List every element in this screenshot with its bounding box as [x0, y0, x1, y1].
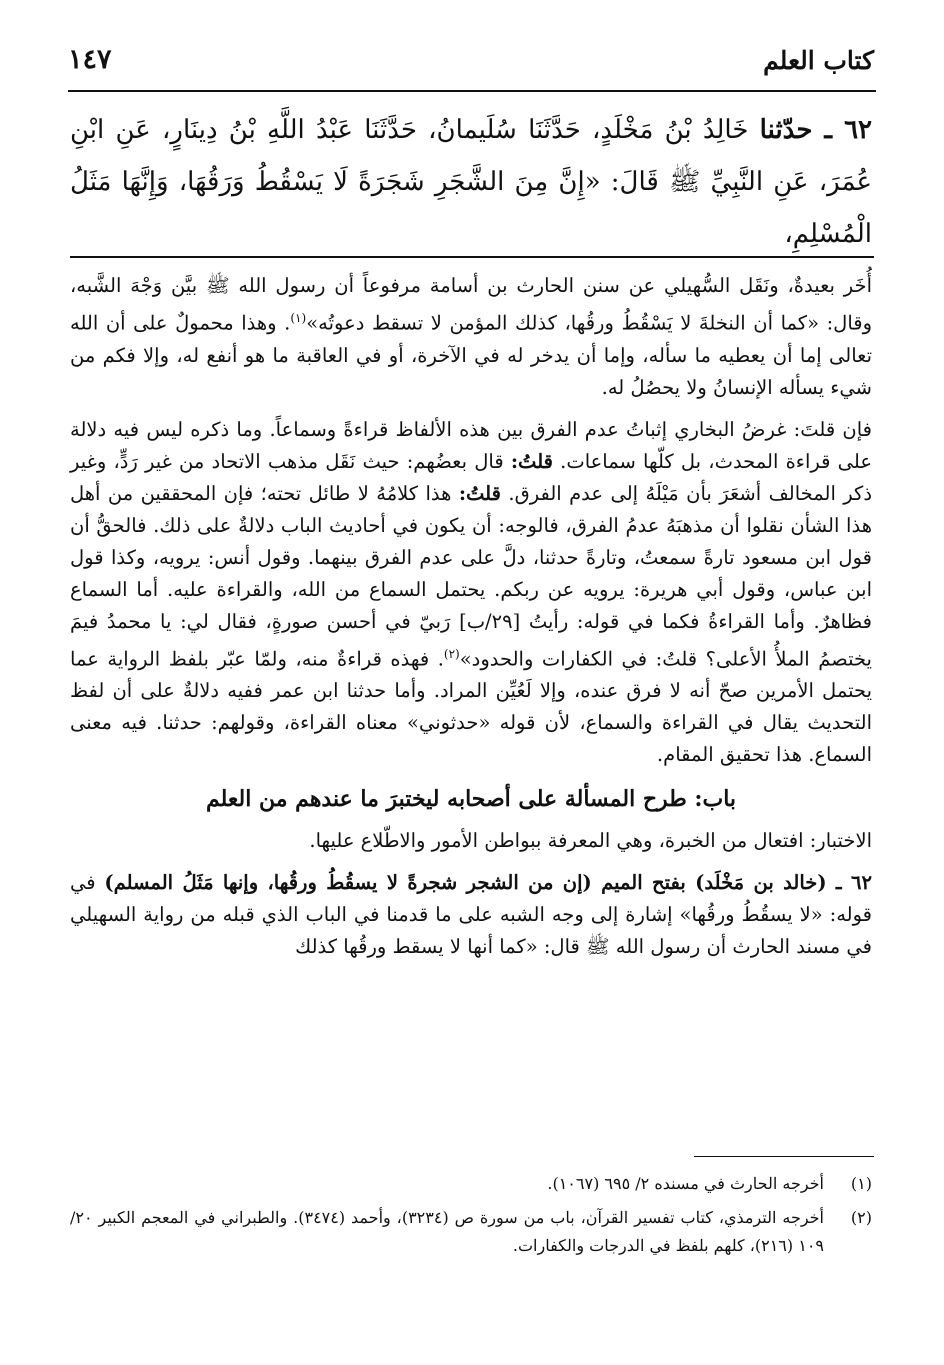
paragraph-text: . وهذا محمولٌ على أن الله تعالى إما أن يعطيه ما سأله، وإما أن يدخر له في الآخرة، أو في العاقبة ما هو أنفع له، وإلا فكم من شيء يسأله الإنسانُ ولا يحصُلُ له.	[70, 311, 872, 399]
footnote-text: أخرجه الترمذي، كتاب تفسير القرآن، باب من سورة ص (٣٢٣٤)، وأحمد (٣٤٧٤). والطبراني في المعجم الكبير ٢٠/ ١٠٩ (٢١٦)، كلهم بلفظ في الدرجات والكفارات.	[70, 1208, 825, 1255]
commentary	[70, 270, 872, 973]
hadith-body: خَالِدُ بْنُ مَخْلَدٍ، حَدَّثَنَا سُلَيمانُ، حَدَّثَنَا عَبْدُ اللَّهِ بْنُ دِينَارٍ، عَنِ ابْنِ عُمَرَ، عَنِ النَّبِيِّ ﷺ قَالَ: «إِنَّ مِنَ الشَّجَرِ شَجَرَةً لَا يَسْقُطُ وَرَقُهَا، وَإِنَّهَا مَثَلُ الْمُسْلِمِ،	[70, 115, 872, 249]
paragraph-text: فإن قلتَ: غرضُ البخاري إثباتُ عدم الفرق بين هذه الألفاظ قراءةً وسماعاً. وما ذكره ليس فيه دلالة على قراءة المحدث، بل كلّها سماعات.	[70, 417, 873, 473]
footnote-ref[interactable]: (٢)	[443, 646, 460, 661]
commentary-paragraph: الاختبار: افتعال من الخبرة، وهي المعرفة ببواطن الأمور والاطّلاع عليها.	[309, 829, 872, 852]
footnote-text: أخرجه الحارث في مسنده ٢/ ٦٩٥ (١٠٦٧).	[547, 1174, 824, 1193]
footnote-number: (١)	[850, 1174, 872, 1193]
header-rule	[68, 90, 876, 92]
footnote-ref[interactable]: (١)	[290, 311, 307, 325]
footnote-rule	[694, 1156, 874, 1157]
footnote-number: (٢)	[850, 1208, 872, 1227]
chapter-heading: باب: طرح المسألة على أصحابه ليختبرَ ما عندهم من العلم	[205, 786, 737, 812]
page-number: ١٤٧	[68, 44, 112, 75]
lemma-text: ٦٢ ـ (خالد بن مَخْلَد) بفتح الميم (إن من الشجر شجرةً لا يسقُطُ ورقُها، وإنها مَثَلُ المسلم)	[104, 871, 872, 894]
footnote	[70, 1204, 872, 1260]
text-separator	[70, 256, 874, 258]
hadith-number: ٦٢ ـ حدّثنا	[759, 115, 872, 145]
page-header	[68, 42, 874, 86]
paragraph-text: أُخَر بعيدةٌ، ونَقَل السُّهيلي عن سنن الحارث بن أسامة مرفوعاً أن رسول الله ﷺ بيَّن وَجْهَ الشَّبه، وقال: «كما أن النخلةَ لا يَسْقُطُ ورقُها، كذلك المؤمن لا تسقط دعوتُه»	[70, 274, 872, 335]
running-title: كتاب العلم	[763, 46, 874, 75]
paragraph-text: في قوله: «لا يسقُطُ ورقُها» إشارة إلى وجه الشبه على ما قدمنا في الباب الذي قبله من رواية السهيلي في مسند الحارث أن رسول الله ﷺ قال: «كما أنها لا يسقط ورقُها كذلك	[70, 871, 872, 958]
paragraph-text: هذا كلامُهُ لا طائل تحته؛ فإن المحققين من أهل هذا الشأن نقلوا أن مذهبَهُ عدمُ الفرق، فالوجه: أن يكون في أحاديث الباب دلالةٌ على ذلك. فالحقُّ أن قول ابن مسعود تارةً سمعتُ، وتارةً حدثنا، دلَّ على عدم الفرق بينهما. وقول أنس: يرويه، وكذا قول ابن عباس، وقول أبي هريرة: يرويه عن ربكم. يحتمل السماع من الله، والقراءة عليه. أما السماع فظاهرٌ. وأما القراءةُ فكما في قوله: رأيتُ [٢٩/ب] رَبيّ في أحسن صورةٍ، فقال لي: يا محمدُ فيمَ يختصمُ الملأُ الأعلى؟ قلتُ: في الكفارات والحدود»	[70, 481, 873, 670]
hadith-text	[70, 104, 872, 260]
commentary-paragraph	[70, 270, 872, 404]
paragraph-text: . فهذه قراءةٌ منه، ولمّا عبّر بلفظ الرواية عما يحتمل الأمرين صحّ أنه لا فرق عنده، وإلا لَعُيِّن المراد. وأما حدثنا ابن عمر ففيه دلالةٌ على أن لفظ التحديث يقال في القراءة والسماع، لأن قوله «حدثوني» معناه القراءة، وقولهم: حدثنا. فيه معنى السماع. هذا تحقيق المقام.	[70, 647, 872, 766]
qult-label: قلتُ:	[510, 449, 553, 473]
footnote	[70, 1170, 872, 1198]
footnotes	[70, 1170, 872, 1266]
commentary-paragraph	[70, 867, 872, 963]
commentary-paragraph	[70, 414, 872, 772]
paragraph-text: قال بعضُهم: حيث نَقَل مذهب الاتحاد من غير رَدٍّ، وغير ذكر المخالف أشعَرَ بأن مَيْلَهُ إلى عدم الفرق.	[70, 449, 872, 505]
qult-label: قلتُ:	[458, 481, 501, 505]
